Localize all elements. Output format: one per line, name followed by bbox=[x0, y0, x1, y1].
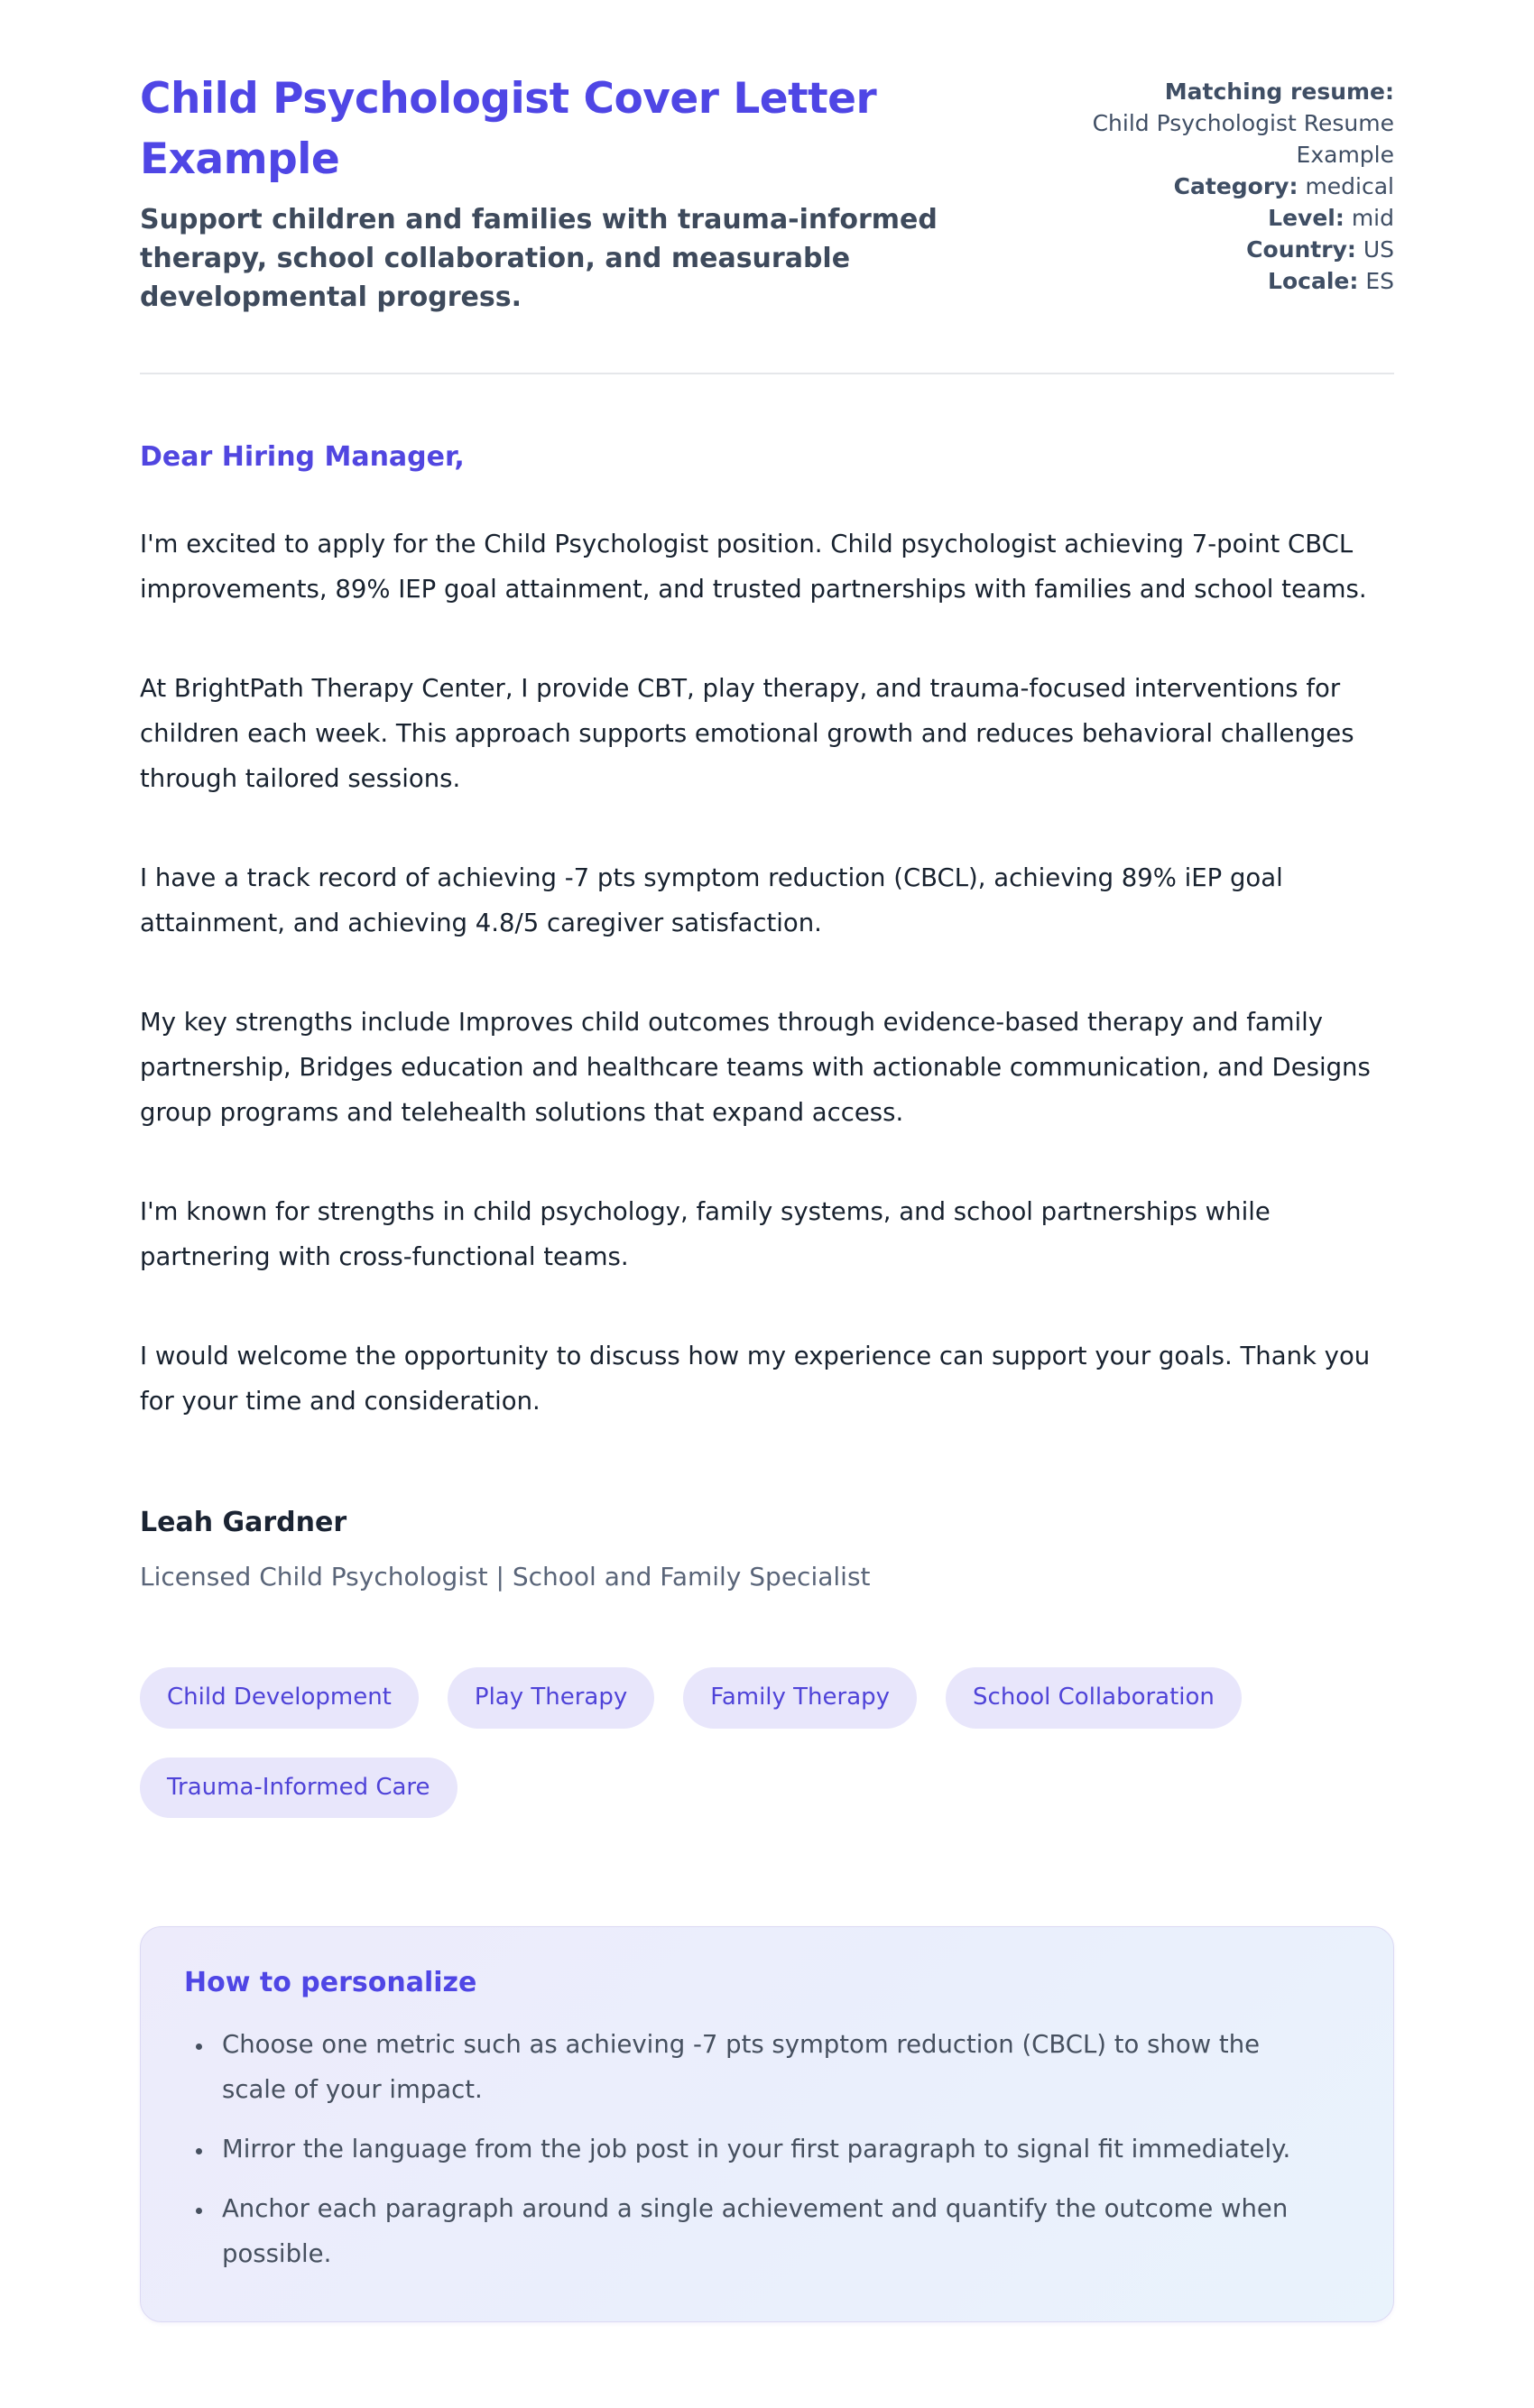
meta-row-level bbox=[1087, 202, 1394, 234]
meta-value-level: mid bbox=[1351, 205, 1394, 231]
meta-label-locale: Locale: bbox=[1268, 268, 1359, 294]
page-subtitle: Support children and families with trauma-informed therapy, school collaboration, and measurable developmental progress. bbox=[140, 204, 938, 314]
skill-tag: Family Therapy bbox=[683, 1667, 917, 1728]
meta-label-level: Level: bbox=[1268, 205, 1345, 231]
skill-tag: Play Therapy bbox=[448, 1667, 654, 1728]
letter-paragraph: I would welcome the opportunity to discuss how my experience can support your goals. Thank you for your time and consideration. bbox=[140, 1342, 1371, 1416]
skill-tags-row bbox=[140, 1667, 1394, 1817]
meta-label-category: Category: bbox=[1173, 173, 1298, 199]
personalize-tip: • Anchor each paragraph around a single achievement and quantify the outcome when possible. bbox=[215, 2186, 1325, 2276]
skill-tag: Child Development bbox=[140, 1667, 419, 1728]
meta-value-locale: ES bbox=[1365, 268, 1394, 294]
page-title: Child Psychologist Cover Letter Example bbox=[140, 74, 877, 185]
personalize-tips-list bbox=[184, 2022, 1346, 2276]
meta-label-country: Country: bbox=[1246, 236, 1356, 263]
signature-name: Leah Gardner bbox=[140, 1507, 347, 1539]
how-to-personalize-title: How to personalize bbox=[184, 1966, 477, 1998]
personalize-tip: • Mirror the language from the job post in your first paragraph to signal fit immediately. bbox=[215, 2127, 1325, 2172]
meta-row-matching-resume bbox=[1087, 76, 1394, 171]
signature-title: Licensed Child Psychologist | School and Family Specialist bbox=[140, 1562, 871, 1592]
letter-body bbox=[140, 441, 1394, 1591]
letter-paragraph: My key strengths include Improves child outcomes through evidence-based therapy and family partnership, Bridges education and healthcare teams with actionable communication, and Designs group programs and telehealth solutions that expand access. bbox=[140, 1008, 1371, 1128]
header-divider bbox=[140, 373, 1394, 374]
meta-value-country: US bbox=[1363, 236, 1394, 263]
header-title-block bbox=[140, 69, 1060, 317]
meta-value-category: medical bbox=[1305, 173, 1394, 199]
letter-signature bbox=[140, 1507, 1394, 1591]
meta-row-category bbox=[1087, 171, 1394, 202]
letter-paragraph: I have a track record of achieving -7 pts symptom reduction (CBCL), achieving 89% iEP goal attainment, and achieving 4.8/5 caregiver satisfaction. bbox=[140, 863, 1283, 938]
cover-letter-page bbox=[140, 0, 1394, 2408]
letter-paragraph: I'm known for strengths in child psychology, family systems, and school partnerships while partnering with cross-functional teams. bbox=[140, 1197, 1271, 1272]
meta-label-matching-resume: Matching resume: bbox=[1164, 78, 1394, 105]
letter-paragraph: I'm excited to apply for the Child Psychologist position. Child psychologist achieving 7-point CBCL improvements, 89% IEP goal attainment, and trusted partnerships with families and school teams. bbox=[140, 530, 1367, 604]
meta-row-country bbox=[1087, 234, 1394, 265]
skill-tag: School Collaboration bbox=[946, 1667, 1242, 1728]
how-to-personalize-card bbox=[140, 1926, 1394, 2322]
page-header bbox=[140, 69, 1394, 317]
resume-meta-panel bbox=[1087, 69, 1394, 297]
letter-paragraph: At BrightPath Therapy Center, I provide CBT, play therapy, and trauma-focused interventions for children each week. This approach supports emotional growth and reduces behavioral challenges through tailored sessions. bbox=[140, 674, 1354, 794]
letter-greeting: Dear Hiring Manager, bbox=[140, 441, 465, 474]
meta-row-locale bbox=[1087, 265, 1394, 297]
personalize-tip: • Choose one metric such as achieving -7 pts symptom reduction (CBCL) to show the scale of your impact. bbox=[215, 2022, 1325, 2112]
meta-value-matching-resume: Child Psychologist Resume Example bbox=[1092, 110, 1394, 168]
skill-tag: Trauma-Informed Care bbox=[140, 1758, 457, 1818]
